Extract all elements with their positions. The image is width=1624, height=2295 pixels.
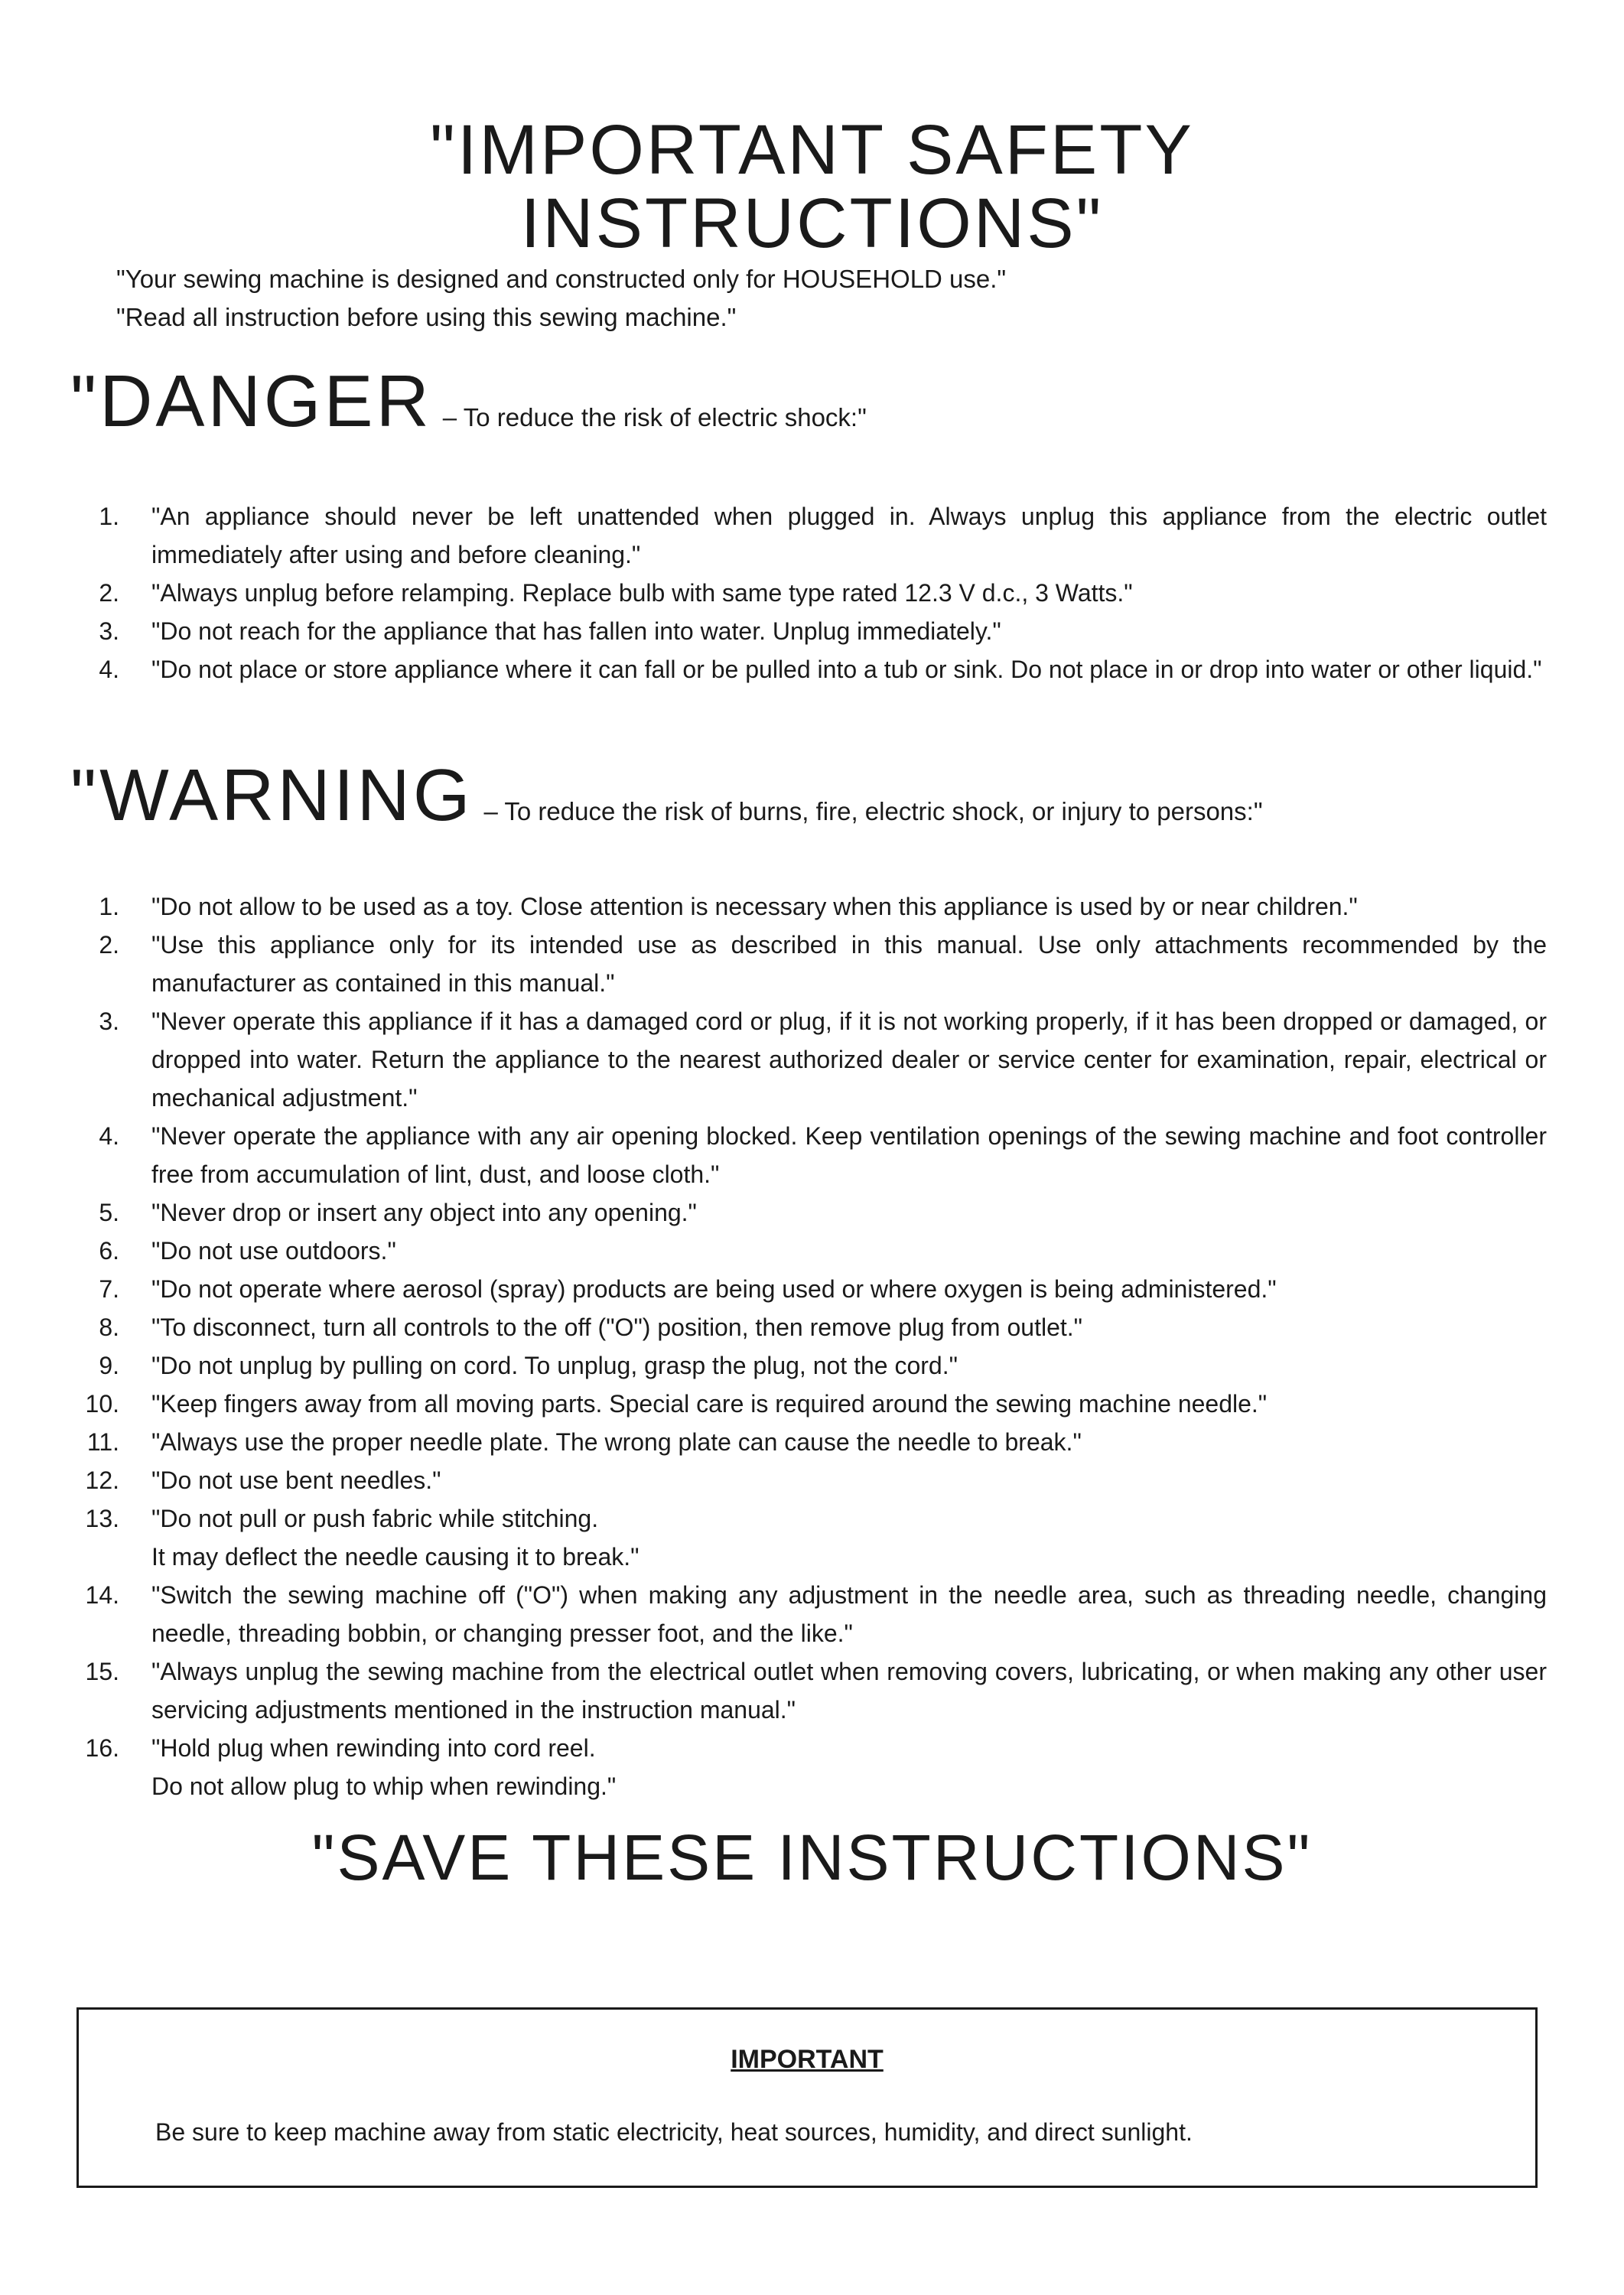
list-item-number: 12. — [85, 1467, 119, 1494]
list-item-number: 13. — [85, 1505, 119, 1532]
list-item — [70, 1729, 1547, 1805]
warning-list — [70, 887, 1547, 1805]
list-item-number: 3. — [99, 617, 119, 645]
list-item — [70, 497, 1547, 574]
warning-heading — [70, 754, 1263, 838]
danger-heading — [70, 360, 867, 444]
page-title-line-2: INSTRUCTIONS" — [520, 184, 1104, 262]
list-item — [70, 1193, 1547, 1232]
list-item-text: "Do not use outdoors." — [151, 1237, 396, 1265]
list-item-number: 8. — [99, 1314, 119, 1341]
list-item-number: 1. — [99, 893, 119, 920]
list-item-text: "Do not place or store appliance where it can fall or be pulled into a tub or sink. Do not place in or drop into water or other liquid." — [151, 656, 1542, 683]
list-item-number: 4. — [99, 656, 119, 683]
list-item — [70, 1461, 1547, 1499]
list-item-text: "Always unplug the sewing machine from the electrical outlet when removing covers, lubricating, or when making any other user servicing adjustments mentioned in the instruction manual." — [151, 1658, 1547, 1724]
list-item — [70, 1117, 1547, 1193]
list-item-number: 6. — [99, 1237, 119, 1265]
list-item-text: "Do not pull or push fabric while stitching. It may deflect the needle causing it to break." — [151, 1505, 640, 1571]
list-item-text: "Do not unplug by pulling on cord. To unplug, grasp the plug, not the cord." — [151, 1352, 958, 1379]
warning-heading-word: "WARNING — [70, 754, 474, 836]
list-item-number: 4. — [99, 1122, 119, 1150]
list-item-text: "Switch the sewing machine off ("O") when making any adjustment in the needle area, such as threading needle, changing needle, threading bobbin, or changing presser foot, and the like." — [151, 1581, 1547, 1647]
list-item — [70, 926, 1547, 1002]
list-item — [70, 1308, 1547, 1346]
list-item-text: "Do not use bent needles." — [151, 1467, 441, 1494]
list-item — [70, 1346, 1547, 1385]
list-item — [70, 887, 1547, 926]
intro-text — [116, 260, 1006, 337]
list-item-text: "Use this appliance only for its intended use as described in this manual. Use only attachments recommended by the manufacturer as contained in this manual." — [151, 931, 1547, 997]
list-item-number: 11. — [86, 1428, 119, 1456]
list-item-text: "Always unplug before relamping. Replace bulb with same type rated 12.3 V d.c., 3 Watts." — [151, 579, 1133, 607]
list-item — [70, 1270, 1547, 1308]
list-item — [70, 1576, 1547, 1652]
list-item — [70, 1002, 1547, 1117]
list-item-number: 7. — [99, 1275, 119, 1303]
important-notice-box — [76, 2007, 1538, 2188]
list-item-text: "Never operate this appliance if it has a damaged cord or plug, if it is not working properly, if it has been dropped or damaged, or dropped into water. Return the appliance to the nearest authorized dealer or service center for examination, repair, electrical or mechanical adjustment." — [151, 1008, 1547, 1112]
list-item-text: "Always use the proper needle plate. The wrong plate can cause the needle to break." — [151, 1428, 1082, 1456]
list-item — [70, 574, 1547, 612]
list-item-number: 1. — [99, 503, 119, 530]
list-item-text: "Do not allow to be used as a toy. Close attention is necessary when this appliance is used by or near children." — [151, 893, 1358, 920]
list-item — [70, 1499, 1547, 1576]
list-item-number: 10. — [85, 1390, 119, 1418]
list-item-text: "Keep fingers away from all moving parts. Special care is required around the sewing machine needle." — [151, 1390, 1268, 1418]
save-instructions-title: "SAVE THESE INSTRUCTIONS" — [311, 1821, 1313, 1893]
important-notice-title: IMPORTANT — [731, 2045, 884, 2074]
list-item-number: 14. — [85, 1581, 119, 1609]
list-item-text: "Do not reach for the appliance that has fallen into water. Unplug immediately." — [151, 617, 1001, 645]
list-item-text: "Do not operate where aerosol (spray) products are being used or where oxygen is being administered." — [151, 1275, 1277, 1303]
intro-line-household: "Your sewing machine is designed and constructed only for HOUSEHOLD use." — [116, 265, 1007, 293]
list-item-text: "Hold plug when rewinding into cord reel. Do not allow plug to whip when rewinding." — [151, 1734, 617, 1800]
list-item-number: 3. — [99, 1008, 119, 1035]
danger-list — [70, 497, 1547, 688]
important-notice-text: Be sure to keep machine away from static electricity, heat sources, humidity, and direct sunlight. — [155, 2118, 1193, 2146]
list-item — [70, 1385, 1547, 1423]
list-item-number: 2. — [99, 579, 119, 607]
intro-line-read: "Read all instruction before using this sewing machine." — [116, 303, 737, 331]
list-item — [70, 1423, 1547, 1461]
list-item-number: 2. — [99, 931, 119, 959]
list-item — [70, 1652, 1547, 1729]
list-item-text: "An appliance should never be left unattended when plugged in. Always unplug this appliance from the electric outlet immediately after using and before cleaning." — [151, 503, 1547, 568]
list-item — [70, 1232, 1547, 1270]
list-item-number: 16. — [85, 1734, 119, 1762]
danger-heading-subtitle: – To reduce the risk of electric shock:" — [442, 403, 867, 431]
danger-heading-word: "DANGER — [70, 360, 432, 442]
list-item — [70, 612, 1547, 650]
list-item-text: "To disconnect, turn all controls to the off ("O") position, then remove plug from outlet." — [151, 1314, 1082, 1341]
list-item-text: "Never drop or insert any object into any opening." — [151, 1199, 697, 1226]
warning-heading-subtitle: – To reduce the risk of burns, fire, electric shock, or injury to persons:" — [483, 797, 1263, 825]
list-item — [70, 650, 1547, 688]
page-title — [0, 113, 1624, 260]
list-item-number: 9. — [99, 1352, 119, 1379]
list-item-text: "Never operate the appliance with any air opening blocked. Keep ventilation openings of the sewing machine and foot controller free from accumulation of lint, dust, and loose cloth." — [151, 1122, 1547, 1188]
list-item-number: 15. — [85, 1658, 119, 1685]
page-title-line-1: "IMPORTANT SAFETY — [430, 111, 1194, 189]
list-item-number: 5. — [99, 1199, 119, 1226]
